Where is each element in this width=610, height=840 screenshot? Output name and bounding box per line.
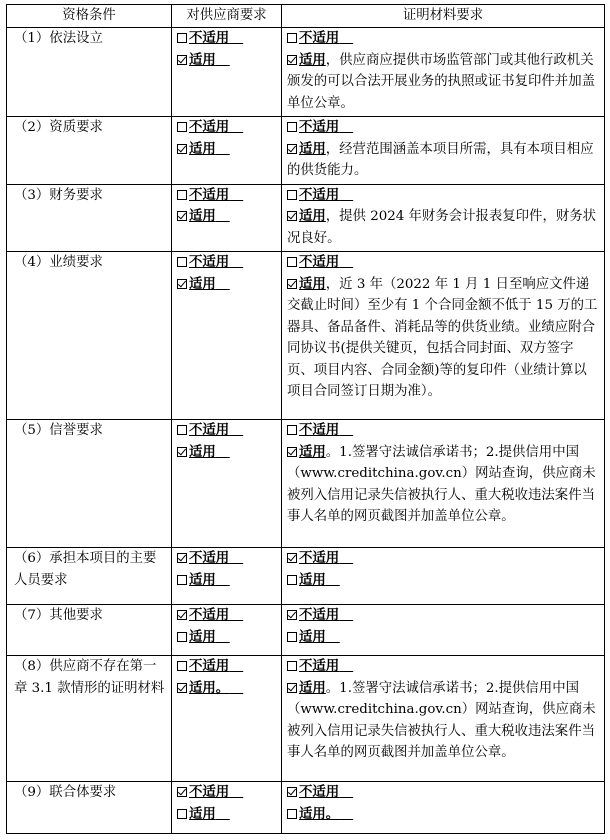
- checkbox-icon[interactable]: [177, 122, 187, 132]
- option-label: 适用: [189, 443, 216, 460]
- condition-cell: （1）依法设立: [7, 28, 172, 117]
- supplier-cell: [172, 184, 282, 252]
- checked-box-icon[interactable]: [177, 211, 187, 221]
- unchecked-option: [287, 28, 600, 50]
- checkbox-icon[interactable]: [287, 809, 297, 819]
- checked-option: [287, 206, 600, 249]
- header-evidence: 证明材料要求: [282, 5, 605, 28]
- option-label: 适用: [189, 275, 216, 292]
- table-row: [7, 548, 605, 605]
- checked-option: [177, 548, 277, 570]
- table-body: [7, 28, 605, 834]
- checked-box-icon[interactable]: [177, 144, 187, 154]
- option-label: 不适用: [189, 607, 230, 623]
- option-label: 不适用: [189, 784, 230, 800]
- requirement-text: 。1.签署守法诚信承诺书；2.提供信用中国（www.creditchina.gov.cn）网站查询，供应商未被列入信用记录失信被执行人、重大税收违法案件当事人名单的网页截图并加盖单位公章。: [287, 444, 596, 524]
- unchecked-option: [177, 185, 277, 207]
- condition-cell: （6）承担本项目的主要人员要求: [7, 548, 172, 605]
- checked-option: [177, 442, 277, 464]
- unchecked-option: [287, 570, 600, 592]
- checked-option: [177, 50, 277, 72]
- checked-box-icon[interactable]: [177, 553, 187, 563]
- option-label: 不适用: [189, 550, 230, 566]
- table-row: [7, 28, 605, 117]
- checked-box-icon[interactable]: [177, 447, 187, 457]
- evidence-cell: [282, 782, 605, 834]
- option-label: 不适用: [299, 550, 340, 566]
- checked-box-icon[interactable]: [177, 683, 187, 693]
- checked-option: [177, 782, 277, 804]
- table-row: [7, 117, 605, 185]
- evidence-cell: [282, 656, 605, 782]
- condition-cell: （3）财务要求: [7, 184, 172, 252]
- condition-cell: （2）资质要求: [7, 117, 172, 185]
- checkbox-icon[interactable]: [177, 632, 187, 642]
- checked-option: [287, 50, 600, 115]
- evidence-cell: [282, 605, 605, 656]
- supplier-cell: [172, 28, 282, 117]
- checked-option: [287, 548, 600, 570]
- checked-option: [177, 139, 277, 161]
- evidence-cell: [282, 184, 605, 252]
- checked-box-icon[interactable]: [287, 55, 297, 65]
- option-label: 适用: [189, 571, 216, 588]
- requirement-text: ，供应商应提供市场监管部门或其他行政机关颁发的可以合法开展业务的执照或证书复印件并加盖单位公章。: [287, 52, 595, 111]
- unchecked-option: [287, 627, 600, 649]
- checked-box-icon[interactable]: [177, 787, 187, 797]
- checked-box-icon[interactable]: [287, 683, 297, 693]
- option-label: 不适用: [189, 422, 230, 438]
- checked-option: [177, 274, 277, 296]
- qualification-table: [6, 4, 605, 834]
- option-label: 不适用: [299, 186, 340, 203]
- table-row: [7, 782, 605, 834]
- unchecked-option: [177, 570, 277, 592]
- checkbox-icon[interactable]: [287, 190, 297, 200]
- option-label: 适用: [299, 140, 326, 157]
- supplier-cell: [172, 605, 282, 656]
- checkbox-icon[interactable]: [177, 425, 187, 435]
- evidence-cell: [282, 117, 605, 185]
- checkbox-icon[interactable]: [287, 425, 297, 435]
- requirement-text: ，经营范围涵盖本项目所需，具有本项目相应的供货能力。: [287, 141, 594, 178]
- option-label: 不适用: [189, 119, 230, 135]
- option-label: 不适用: [299, 254, 340, 270]
- unchecked-option: [287, 117, 600, 139]
- option-label: 适用: [299, 51, 326, 68]
- checked-option: [287, 678, 600, 764]
- checked-option: [287, 139, 600, 182]
- checkbox-icon[interactable]: [177, 661, 187, 671]
- checked-option: [177, 206, 277, 228]
- checkbox-icon[interactable]: [177, 33, 187, 43]
- checked-option: [287, 605, 600, 627]
- checkbox-icon[interactable]: [287, 632, 297, 642]
- requirement-text: ，提供 2024 年财务会计报表复印件，财务状况良好。: [287, 209, 597, 246]
- checked-option: [177, 605, 277, 627]
- condition-cell: （4）业绩要求: [7, 252, 172, 420]
- supplier-cell: [172, 548, 282, 605]
- table-row: [7, 184, 605, 252]
- supplier-cell: [172, 420, 282, 548]
- checkbox-icon[interactable]: [287, 575, 297, 585]
- checkbox-icon[interactable]: [287, 257, 297, 267]
- checked-box-icon[interactable]: [177, 610, 187, 620]
- requirement-text: 。1.签署守法诚信承诺书；2.提供信用中国（www.creditchina.gov.cn）网站查询，供应商未被列入信用记录失信被执行人、重大税收违法案件当事人名单的网页截图并加盖单位公章。: [287, 680, 596, 760]
- unchecked-option: [177, 420, 277, 442]
- evidence-cell: [282, 28, 605, 117]
- checkbox-icon[interactable]: [287, 661, 297, 671]
- checked-box-icon[interactable]: [287, 610, 297, 620]
- table-row: [7, 605, 605, 656]
- option-label: 适用: [299, 275, 326, 292]
- condition-cell: （5）信誉要求: [7, 420, 172, 548]
- option-label: 适用: [189, 51, 216, 68]
- header-condition: 资格条件: [7, 5, 172, 28]
- checkbox-icon[interactable]: [177, 190, 187, 200]
- table-row: [7, 420, 605, 548]
- table-row: [7, 656, 605, 782]
- option-label: 适用: [189, 208, 216, 224]
- option-label: 适用: [299, 628, 326, 645]
- checkbox-icon[interactable]: [177, 575, 187, 585]
- option-label: 不适用: [299, 30, 340, 46]
- condition-cell: （7）其他要求: [7, 605, 172, 656]
- unchecked-option: [287, 656, 600, 678]
- supplier-cell: [172, 117, 282, 185]
- checked-box-icon[interactable]: [287, 447, 297, 457]
- checked-box-icon[interactable]: [287, 144, 297, 154]
- evidence-cell: [282, 548, 605, 605]
- checked-box-icon[interactable]: [287, 211, 297, 221]
- option-label: 适用: [299, 679, 326, 696]
- checked-box-icon[interactable]: [287, 553, 297, 563]
- checkbox-icon[interactable]: [287, 122, 297, 132]
- condition-cell: （8）供应商不存在第一章 3.1 款情形的证明材料: [7, 656, 172, 782]
- evidence-cell: [282, 420, 605, 548]
- checked-box-icon[interactable]: [177, 279, 187, 289]
- requirement-text: ，近 3 年（2022 年 1 月 1 日至响应文件递交截止时间）至少有 1 个合同金额不低于 15 万的工器具、备品备件、消耗品等的供货业绩。业绩应附合同协议书(提供关键页，包括合同封面、双方签字页、项目内容、合同金额)等的复印件（业绩计算以项目合同签订日期为准）。: [287, 276, 598, 399]
- header-supplier: 对供应商要求: [172, 5, 282, 28]
- checked-box-icon[interactable]: [287, 279, 297, 289]
- option-label: 适用。: [189, 679, 230, 696]
- unchecked-option: [177, 28, 277, 50]
- supplier-cell: [172, 252, 282, 420]
- unchecked-option: [287, 804, 600, 826]
- condition-cell: （9）联合体要求: [7, 782, 172, 834]
- option-label: 不适用: [189, 30, 230, 46]
- checkbox-icon[interactable]: [177, 257, 187, 267]
- option-label: 不适用: [189, 186, 230, 203]
- checked-option: [287, 442, 600, 528]
- unchecked-option: [287, 185, 600, 207]
- option-label: 适用: [189, 628, 216, 645]
- option-label: 适用: [299, 208, 326, 224]
- checkbox-icon[interactable]: [287, 33, 297, 43]
- unchecked-option: [177, 804, 277, 826]
- checked-option: [287, 274, 600, 403]
- option-label: 不适用: [299, 658, 340, 674]
- supplier-cell: [172, 656, 282, 782]
- checked-box-icon[interactable]: [177, 55, 187, 65]
- supplier-cell: [172, 782, 282, 834]
- checked-option: [177, 678, 277, 700]
- option-label: 不适用: [189, 658, 230, 674]
- unchecked-option: [177, 117, 277, 139]
- unchecked-option: [177, 656, 277, 678]
- option-label: 不适用: [189, 254, 230, 270]
- checkbox-icon[interactable]: [177, 809, 187, 819]
- option-label: 适用: [189, 140, 216, 157]
- option-label: 不适用: [299, 607, 340, 623]
- option-label: 不适用: [299, 784, 340, 800]
- unchecked-option: [287, 420, 600, 442]
- option-label: 不适用: [299, 422, 340, 438]
- option-label: 适用: [299, 571, 326, 588]
- option-label: 不适用: [299, 119, 340, 135]
- table-row: [7, 252, 605, 420]
- unchecked-option: [287, 252, 600, 274]
- checked-box-icon[interactable]: [287, 787, 297, 797]
- checked-option: [287, 782, 600, 804]
- option-label: 适用。: [299, 805, 340, 822]
- unchecked-option: [177, 627, 277, 649]
- unchecked-option: [177, 252, 277, 274]
- header-row: [7, 5, 605, 28]
- option-label: 适用: [189, 805, 216, 822]
- option-label: 适用: [299, 443, 326, 460]
- evidence-cell: [282, 252, 605, 420]
